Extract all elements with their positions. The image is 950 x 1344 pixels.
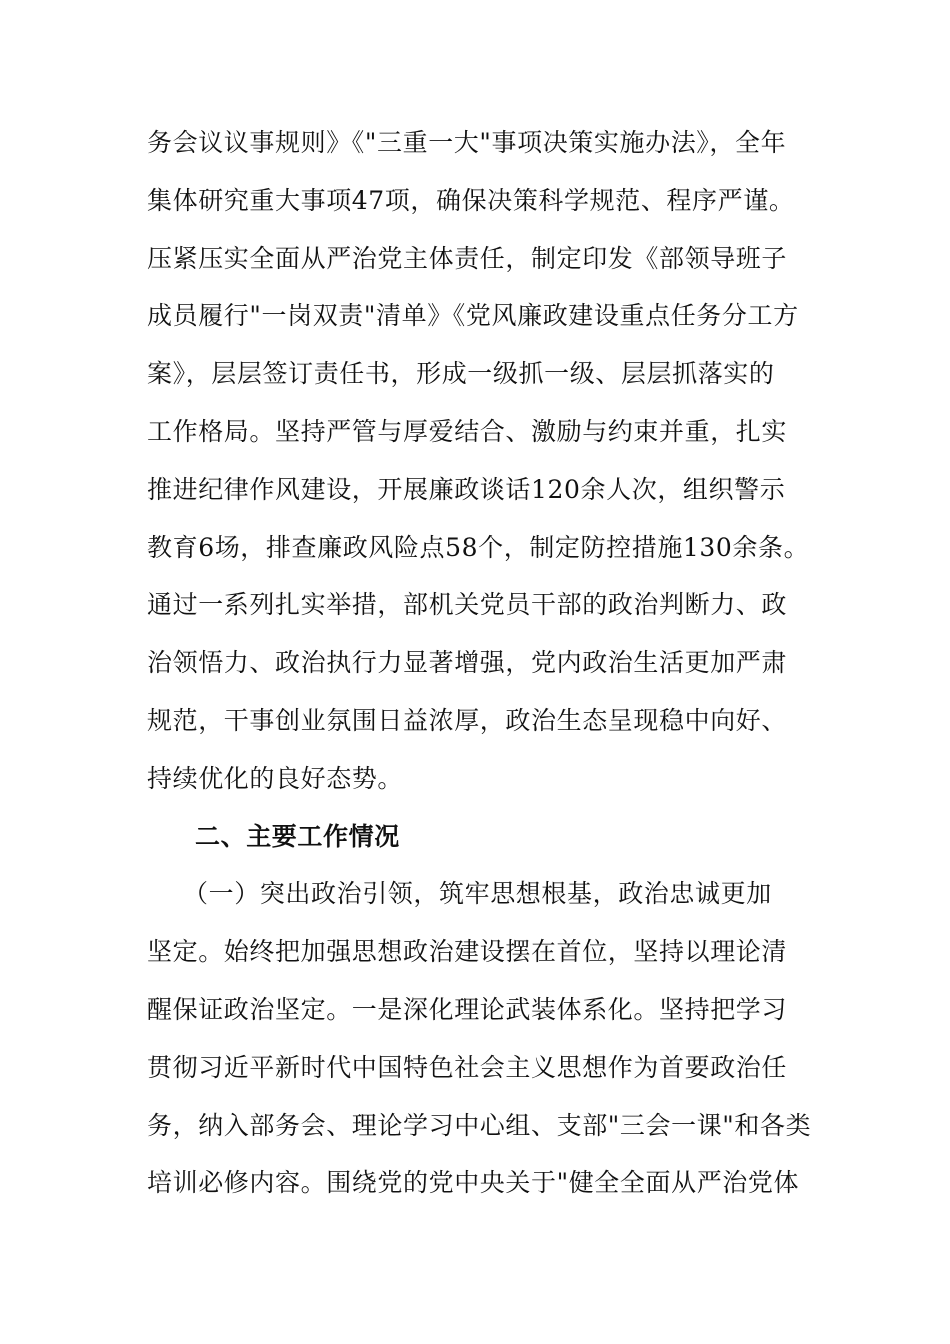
paragraph-line: 务会议议事规则》《"三重一大"事项决策实施办法》，全年: [147, 128, 787, 157]
paragraph-line: 推进纪律作风建设，开展廉政谈话120余人次，组织警示: [147, 474, 786, 504]
paragraph-line: 集体研究重大事项47项，确保决策科学规范、程序严谨。: [147, 185, 795, 215]
paragraph-line: 教育6场，排查廉政风险点58个，制定防控措施130余条。: [147, 532, 810, 562]
paragraph-line: 案》，层层签订责任书，形成一级抓一级、层层抓落实的: [147, 359, 775, 389]
paragraph-line: 规范，干事创业氛围日益浓厚，政治生态呈现稳中向好、: [147, 705, 788, 735]
paragraph-line: 培训必修内容。围绕党的党中央关于"健全全面从严治党体: [147, 1168, 800, 1198]
paragraph-line: 治领悟力、政治执行力显著增强，党内政治生活更加严肃: [147, 648, 788, 678]
paragraph-line: 压紧压实全面从严治党主体责任，制定印发《部领导班子: [147, 243, 788, 273]
document-body: [147, 114, 817, 1212]
paragraph-line: 醒保证政治坚定。一是深化理论武装体系化。坚持把学习: [147, 994, 788, 1024]
paragraph-line: 坚定。始终把加强思想政治建设摆在首位，坚持以理论清: [147, 937, 788, 967]
paragraph-line: 持续优化的良好态势。: [147, 763, 404, 793]
paragraph-line: 务，纳入部务会、理论学习中心组、支部"三会一课"和各类: [147, 1110, 812, 1140]
paragraph-line: 工作格局。坚持严管与厚爱结合、激励与约束并重，扎实: [147, 416, 788, 446]
subsection-title-line: （一）突出政治引领，筑牢思想根基，政治忠诚更加: [183, 879, 772, 909]
paragraph-line: 通过一系列扎实举措，部机关党员干部的政治判断力、政: [147, 590, 788, 620]
paragraph-line: 成员履行"一岗双责"清单》《党风廉政建设重点任务分工方: [147, 301, 799, 331]
section-heading: 二、主要工作情况: [195, 821, 400, 851]
paragraph-line: 贯彻习近平新时代中国特色社会主义思想作为首要政治任: [147, 1052, 788, 1082]
